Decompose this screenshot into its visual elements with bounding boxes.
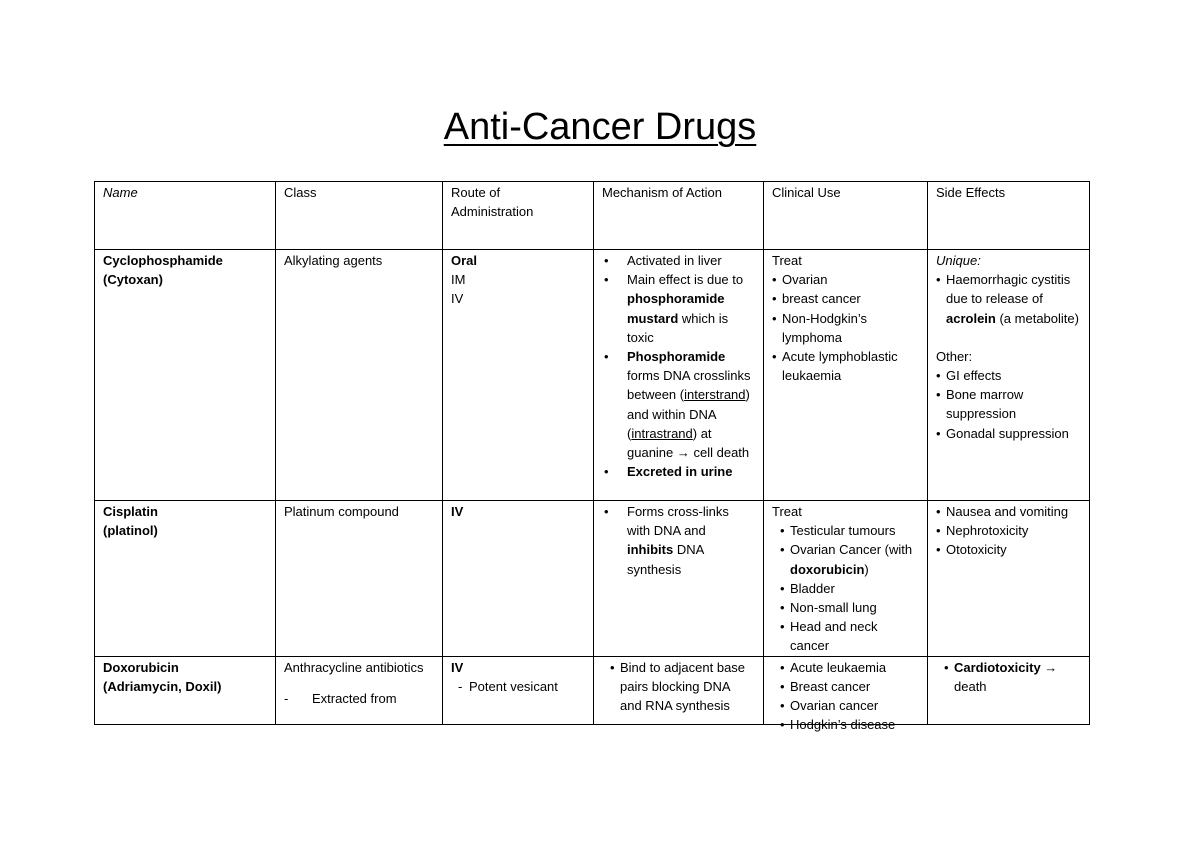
class-sub-list <box>284 689 434 708</box>
clinical-item: • Ovarian cancer <box>772 696 919 715</box>
clinical-list <box>772 521 919 655</box>
table-header-row <box>95 182 1090 250</box>
clinical-item: • Ovarian Cancer (with doxorubicin) <box>772 540 919 578</box>
clinical-item: • Acute leukaemia <box>772 658 919 677</box>
drug-name: Cyclophosphamide <box>103 253 223 268</box>
drug-class: Anthracycline antibiotics <box>284 659 424 675</box>
mechanism-list <box>602 658 755 716</box>
table-row <box>95 656 1090 724</box>
drug-name-cell <box>95 501 276 657</box>
clinical-item: • Bladder <box>772 579 919 598</box>
header-mechanism: Mechanism of Action <box>594 182 764 250</box>
table-row <box>95 501 1090 657</box>
mechanism-cell <box>594 656 764 724</box>
clinical-item: • Testicular tumours <box>772 521 919 540</box>
mechanism-item: • Activated in liver <box>602 251 755 270</box>
header-class: Class <box>276 182 443 250</box>
route-cell <box>443 250 594 501</box>
clinical-item: • Non-Hodgkin’s lymphoma <box>772 309 919 347</box>
mechanism-list <box>602 502 755 579</box>
drug-brand: (Cytoxan) <box>103 272 163 288</box>
route-item: IV <box>451 291 464 307</box>
drug-name-cell <box>95 250 276 501</box>
mechanism-item: • Excreted in urine <box>602 462 755 481</box>
clinical-list <box>772 270 919 385</box>
side-effect-item: • Cardiotoxicity → death <box>936 658 1081 696</box>
clinical-item: • Ovarian <box>772 270 919 289</box>
side-effects-unique-label: Unique: <box>936 253 981 268</box>
side-effect-item: • Ototoxicity <box>936 540 1081 559</box>
mechanism-item: • Main effect is due to phosphoramide mustard which is toxic <box>602 270 755 347</box>
drug-name: Doxorubicin <box>103 659 179 675</box>
clinical-item: • breast cancer <box>772 289 919 308</box>
side-effect-item: • Haemorrhagic cystitis due to release of acrolein (a metabolite) <box>936 270 1081 328</box>
class-sub-item: - Extracted from <box>284 689 434 708</box>
side-effects-other-list <box>936 366 1081 443</box>
side-effects-cell <box>928 250 1090 501</box>
clinical-use-cell <box>764 501 928 657</box>
route-cell <box>443 656 594 724</box>
header-side-effects: Side Effects <box>928 182 1090 250</box>
side-effects-list <box>936 502 1081 560</box>
document-title: Anti-Cancer Drugs <box>443 106 757 148</box>
drug-brand: (platinol) <box>103 523 158 539</box>
clinical-item: • Acute lymphoblastic leukaemia <box>772 347 919 385</box>
drug-brand: (Adriamycin, Doxil) <box>103 678 222 694</box>
side-effects-cell <box>928 656 1090 724</box>
side-effects-cell <box>928 501 1090 657</box>
drug-class-cell <box>276 250 443 501</box>
mechanism-cell <box>594 250 764 501</box>
header-route: Route of Administration <box>443 182 594 250</box>
route-item: IV <box>451 659 464 675</box>
clinical-item: • Hodgkin’s disease <box>772 715 919 734</box>
mechanism-cell <box>594 501 764 657</box>
clinical-lead: Treat <box>772 504 802 519</box>
route-sub-list <box>451 677 585 696</box>
mechanism-item: • Bind to adjacent base pairs blocking DNA and RNA synthesis <box>602 658 755 716</box>
mechanism-list <box>602 251 755 481</box>
clinical-use-cell <box>764 250 928 501</box>
mechanism-item: • Forms cross-links with DNA and inhibits DNA synthesis <box>602 502 755 579</box>
clinical-list <box>772 658 919 735</box>
drug-name-cell <box>95 656 276 724</box>
clinical-item: • Breast cancer <box>772 677 919 696</box>
drug-class: Platinum compound <box>284 504 399 519</box>
route-item: IV <box>451 504 464 519</box>
side-effect-item: • Gonadal suppression <box>936 424 1081 443</box>
header-name: Name <box>95 182 276 250</box>
side-effect-item: • Nausea and vomiting <box>936 502 1081 521</box>
header-clinical-use: Clinical Use <box>764 182 928 250</box>
route-cell <box>443 501 594 657</box>
clinical-item: • Non-small lung <box>772 598 919 617</box>
drug-name: Cisplatin <box>103 504 158 519</box>
clinical-use-cell <box>764 656 928 733</box>
side-effect-item: • Nephrotoxicity <box>936 521 1081 540</box>
route-item: Oral <box>451 253 478 268</box>
drugs-table <box>94 181 1090 733</box>
side-effect-item: • GI effects <box>936 366 1081 385</box>
mechanism-item: • Phosphoramide forms DNA crosslinks between (interstrand) and within DNA (intrastrand) at guanine → cell death <box>602 347 755 462</box>
drug-class-cell <box>276 656 443 724</box>
side-effect-item: • Bone marrow suppression <box>936 385 1081 423</box>
side-effects-unique-list <box>936 270 1081 328</box>
route-sub-item: - Potent vesicant <box>451 677 585 696</box>
clinical-lead: Treat <box>772 253 802 268</box>
route-item: IM <box>451 272 466 288</box>
clinical-item: • Head and neck cancer <box>772 617 919 655</box>
side-effects-other-label: Other: <box>936 348 973 364</box>
drug-class-cell <box>276 501 443 657</box>
side-effects-list <box>936 658 1081 696</box>
table-row <box>95 250 1090 501</box>
drug-class: Alkylating agents <box>284 253 383 268</box>
